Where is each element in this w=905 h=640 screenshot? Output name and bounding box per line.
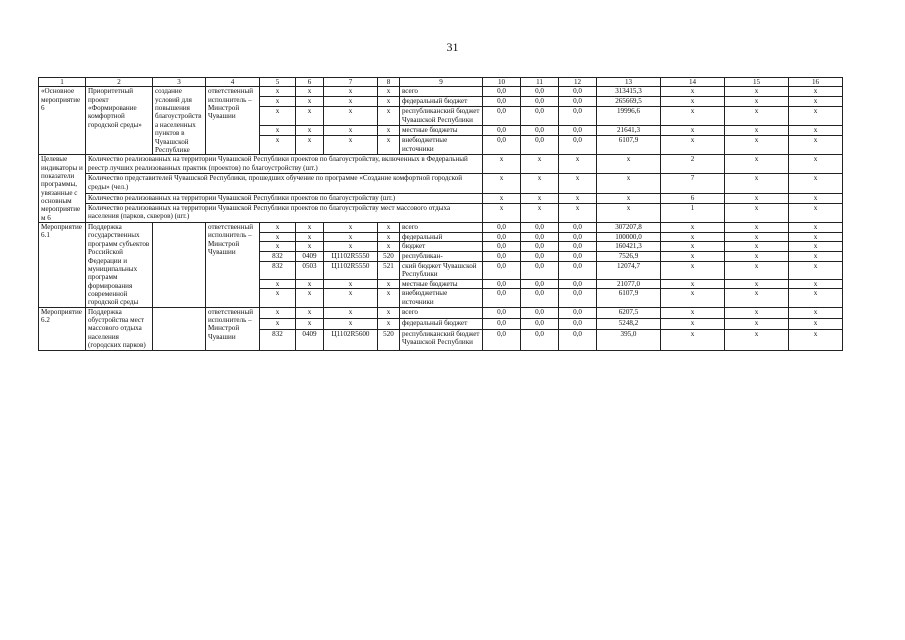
amount-cell: x	[789, 136, 843, 155]
indicator-text-cell: Количество реализованных на территории Чувашской Республики проектов по благоустройству, включенных в Федеральный реестр лучших реализованных практик (проектов) по благоустройству (шт.)	[86, 155, 483, 174]
amount-cell: x	[789, 107, 843, 126]
budget-code-cell: Ц1102R5550	[324, 261, 378, 279]
amount-cell: 0,0	[521, 261, 559, 279]
budget-code-cell: 0409	[296, 329, 324, 350]
amount-cell: x	[661, 232, 725, 242]
amount-cell: 0,0	[521, 318, 559, 329]
budget-code-cell: x	[260, 107, 296, 126]
column-header: 1	[39, 78, 86, 87]
budget-code-cell: x	[324, 232, 378, 242]
budget-code-cell: x	[296, 318, 324, 329]
budget-code-cell: x	[378, 107, 400, 126]
amount-cell: 100000,0	[597, 232, 661, 242]
indicator-value-cell: x	[725, 155, 789, 174]
amount-cell: x	[661, 289, 725, 307]
amount-cell: 0,0	[483, 97, 521, 107]
indicator-value-cell: x	[725, 203, 789, 222]
block-c1-cell: «Основное мероприятие 6	[39, 87, 86, 155]
column-header: 9	[400, 78, 483, 87]
amount-cell: 0,0	[559, 97, 597, 107]
budget-code-cell: 832	[260, 261, 296, 279]
amount-cell: 0,0	[521, 242, 559, 252]
amount-cell: x	[725, 223, 789, 233]
indicator-value-cell: 2	[661, 155, 725, 174]
column-header: 3	[153, 78, 206, 87]
indicator-row	[39, 193, 843, 203]
amount-cell: 0,0	[559, 223, 597, 233]
funding-source-cell: местные бюджеты	[400, 126, 483, 136]
block-c3-cell: создание условий для повышения благоустройства населенных пунктов в Чувашской Республике	[153, 87, 206, 155]
budget-code-cell: x	[324, 126, 378, 136]
amount-cell: x	[661, 242, 725, 252]
amount-cell: 0,0	[521, 279, 559, 289]
budget-code-cell: x	[378, 136, 400, 155]
amount-cell: 395,0	[597, 329, 661, 350]
budget-code-cell: x	[378, 279, 400, 289]
amount-cell: 0,0	[521, 136, 559, 155]
amount-cell: x	[725, 261, 789, 279]
amount-cell: 0,0	[483, 107, 521, 126]
budget-code-cell: x	[378, 223, 400, 233]
budget-code-cell: 0503	[296, 261, 324, 279]
budget-code-cell: x	[378, 289, 400, 307]
amount-cell: 0,0	[521, 289, 559, 307]
indicator-value-cell: 6	[661, 193, 725, 203]
amount-cell: 0,0	[483, 232, 521, 242]
budget-code-cell: Ц1102R5600	[324, 329, 378, 350]
funding-source-cell: всего	[400, 307, 483, 318]
amount-cell: 0,0	[483, 318, 521, 329]
block-c2-cell: Поддержка государственных программ субъектов Российской Федерации и муниципальных программ формирования современной городской среды	[86, 223, 153, 308]
funding-source-cell: всего	[400, 223, 483, 233]
amount-cell: x	[789, 87, 843, 97]
amount-cell: x	[661, 87, 725, 97]
budget-code-cell: x	[260, 307, 296, 318]
indicator-text-cell: Количество реализованных на территории Чувашской Республики проектов по благоустройству (шт.)	[86, 193, 483, 203]
amount-cell: x	[661, 307, 725, 318]
budget-code-cell: x	[296, 87, 324, 97]
amount-cell: 0,0	[483, 329, 521, 350]
amount-cell: x	[725, 307, 789, 318]
block-c3-cell	[153, 223, 206, 308]
budget-code-cell: 520	[378, 329, 400, 350]
funding-source-cell: федеральный бюджет	[400, 318, 483, 329]
budget-code-cell: x	[260, 87, 296, 97]
budget-code-cell: Ц1102R5550	[324, 251, 378, 261]
indicator-text-cell: Количество реализованных на территории Чувашской Республики проектов по благоустройству мест массового отдыха населения (парков, скверов) (шт.)	[86, 203, 483, 222]
amount-cell: x	[725, 242, 789, 252]
amount-cell: x	[661, 223, 725, 233]
amount-cell: 21077,0	[597, 279, 661, 289]
amount-cell: 0,0	[559, 136, 597, 155]
amount-cell: x	[789, 261, 843, 279]
table-row	[39, 223, 843, 233]
indicator-value-cell: x	[597, 174, 661, 193]
budget-code-cell: x	[260, 136, 296, 155]
amount-cell: 0,0	[559, 318, 597, 329]
column-header: 12	[559, 78, 597, 87]
amount-cell: 7526,9	[597, 251, 661, 261]
amount-cell: 0,0	[559, 329, 597, 350]
page-number: 31	[446, 40, 459, 54]
amount-cell: x	[789, 318, 843, 329]
budget-code-cell: x	[324, 97, 378, 107]
budget-code-cell: x	[296, 107, 324, 126]
column-header: 10	[483, 78, 521, 87]
funding-source-cell: внебюджетные источники	[400, 136, 483, 155]
indicator-value-cell: x	[789, 193, 843, 203]
budget-code-cell: x	[260, 318, 296, 329]
indicator-text-cell: Количество представителей Чувашской Республики, прошедших обучение по программе «Создание комфортной городской среды» (чел.)	[86, 174, 483, 193]
indicator-value-cell: x	[559, 155, 597, 174]
amount-cell: x	[661, 318, 725, 329]
indicator-value-cell: 7	[661, 174, 725, 193]
amount-cell: 0,0	[483, 136, 521, 155]
budget-code-cell: x	[378, 87, 400, 97]
budget-code-cell: x	[296, 223, 324, 233]
amount-cell: x	[789, 126, 843, 136]
indicator-value-cell: x	[521, 203, 559, 222]
funding-source-cell: внебюджетные источники	[400, 289, 483, 307]
amount-cell: 160421,3	[597, 242, 661, 252]
column-header: 4	[206, 78, 260, 87]
amount-cell: x	[725, 97, 789, 107]
budget-code-cell: x	[260, 126, 296, 136]
amount-cell: x	[789, 242, 843, 252]
budget-code-cell: x	[324, 223, 378, 233]
amount-cell: 0,0	[559, 251, 597, 261]
funding-source-cell: бюджет	[400, 242, 483, 252]
indicator-value-cell: x	[559, 203, 597, 222]
budget-code-cell: x	[260, 223, 296, 233]
amount-cell: 12074,7	[597, 261, 661, 279]
block-c4-cell: ответственный исполнитель – Минстрой Чувашии	[206, 87, 260, 155]
budget-code-cell: x	[324, 307, 378, 318]
budget-code-cell: x	[378, 126, 400, 136]
indicator-value-cell: x	[789, 174, 843, 193]
amount-cell: x	[725, 107, 789, 126]
budget-code-cell: x	[324, 136, 378, 155]
column-header: 11	[521, 78, 559, 87]
amount-cell: 0,0	[483, 289, 521, 307]
funding-source-cell: всего	[400, 87, 483, 97]
amount-cell: 21641,3	[597, 126, 661, 136]
budget-code-cell: x	[260, 279, 296, 289]
amount-cell: 307207,8	[597, 223, 661, 233]
table-row	[39, 87, 843, 97]
column-header: 14	[661, 78, 725, 87]
amount-cell: 5248,2	[597, 318, 661, 329]
amount-cell: 6107,9	[597, 136, 661, 155]
amount-cell: 313415,3	[597, 87, 661, 97]
amount-cell: 0,0	[521, 87, 559, 97]
amount-cell: x	[661, 107, 725, 126]
column-header: 5	[260, 78, 296, 87]
amount-cell: 0,0	[521, 97, 559, 107]
budget-code-cell: x	[296, 126, 324, 136]
amount-cell: x	[725, 251, 789, 261]
amount-cell: x	[789, 223, 843, 233]
amount-cell: 0,0	[559, 307, 597, 318]
header-row	[39, 78, 843, 87]
amount-cell: x	[661, 279, 725, 289]
column-header: 2	[86, 78, 153, 87]
indicator-value-cell: x	[597, 203, 661, 222]
budget-code-cell: x	[296, 307, 324, 318]
budget-code-cell: x	[324, 242, 378, 252]
amount-cell: 6107,9	[597, 289, 661, 307]
indicator-value-cell: x	[559, 193, 597, 203]
budget-code-cell: x	[260, 242, 296, 252]
budget-code-cell: x	[378, 307, 400, 318]
amount-cell: 0,0	[559, 261, 597, 279]
budget-code-cell: x	[296, 279, 324, 289]
budget-code-cell: x	[296, 289, 324, 307]
funding-source-cell: республиканский бюджет Чувашской Республики	[400, 329, 483, 350]
amount-cell: x	[725, 126, 789, 136]
amount-cell: 0,0	[559, 289, 597, 307]
amount-cell: 0,0	[559, 232, 597, 242]
indicator-value-cell: x	[559, 174, 597, 193]
amount-cell: 0,0	[521, 223, 559, 233]
amount-cell: 0,0	[559, 107, 597, 126]
amount-cell: 0,0	[483, 242, 521, 252]
amount-cell: 0,0	[521, 232, 559, 242]
budget-code-cell: x	[296, 232, 324, 242]
indicator-value-cell: x	[483, 193, 521, 203]
indicator-row	[39, 155, 843, 174]
amount-cell: x	[789, 279, 843, 289]
amount-cell: x	[725, 87, 789, 97]
budget-code-cell: x	[296, 242, 324, 252]
block-c1-cell: Мероприятие 6.2	[39, 307, 86, 350]
budget-code-cell: 0409	[296, 251, 324, 261]
amount-cell: x	[661, 97, 725, 107]
indicator-value-cell: x	[725, 174, 789, 193]
amount-cell: 19996,6	[597, 107, 661, 126]
funding-source-cell: местные бюджеты	[400, 279, 483, 289]
budget-code-cell: 520	[378, 251, 400, 261]
block-c3-cell	[153, 307, 206, 350]
amount-cell: 0,0	[521, 329, 559, 350]
amount-cell: 0,0	[559, 87, 597, 97]
amount-cell: x	[661, 126, 725, 136]
amount-cell: 0,0	[483, 251, 521, 261]
amount-cell: x	[789, 289, 843, 307]
column-header: 7	[324, 78, 378, 87]
indicator-row	[39, 203, 843, 222]
amount-cell: x	[725, 329, 789, 350]
funding-source-cell: федеральный	[400, 232, 483, 242]
amount-cell: x	[789, 97, 843, 107]
amount-cell: 0,0	[521, 307, 559, 318]
budget-code-cell: 832	[260, 251, 296, 261]
amount-cell: 0,0	[483, 126, 521, 136]
budget-code-cell: x	[378, 232, 400, 242]
amount-cell: x	[725, 289, 789, 307]
indicator-value-cell: 1	[661, 203, 725, 222]
budget-code-cell: x	[296, 136, 324, 155]
amount-cell: x	[725, 136, 789, 155]
amount-cell: x	[661, 329, 725, 350]
budget-code-cell: x	[378, 318, 400, 329]
budget-code-cell: x	[378, 242, 400, 252]
funding-source-cell: ский бюджет Чувашской Республики	[400, 261, 483, 279]
table-row	[39, 307, 843, 318]
funding-source-cell: республикан-	[400, 251, 483, 261]
column-header: 8	[378, 78, 400, 87]
amount-cell: 0,0	[521, 126, 559, 136]
budget-code-cell: x	[324, 107, 378, 126]
amount-cell: x	[725, 279, 789, 289]
budget-code-cell: x	[260, 97, 296, 107]
funding-source-cell: республиканский бюджет Чувашской Республики	[400, 107, 483, 126]
funding-source-cell: федеральный бюджет	[400, 97, 483, 107]
budget-code-cell: x	[260, 289, 296, 307]
amount-cell: 265669,5	[597, 97, 661, 107]
amount-cell: 0,0	[559, 279, 597, 289]
indicator-value-cell: x	[789, 203, 843, 222]
amount-cell: x	[661, 261, 725, 279]
block-c2-cell: Поддержка обустройства мест массового отдыха населения (городских парков)	[86, 307, 153, 350]
amount-cell: 0,0	[521, 251, 559, 261]
program-table	[38, 77, 843, 351]
amount-cell: x	[725, 232, 789, 242]
indicator-value-cell: x	[597, 193, 661, 203]
amount-cell: 0,0	[483, 261, 521, 279]
indicator-value-cell: x	[725, 193, 789, 203]
block-c2-cell: Приоритетный проект «Формирование комфортной городской среды»	[86, 87, 153, 155]
indicator-value-cell: x	[597, 155, 661, 174]
column-header: 6	[296, 78, 324, 87]
amount-cell: 0,0	[483, 87, 521, 97]
block-c4-cell: ответственный исполнитель – Минстрой Чувашии	[206, 223, 260, 308]
amount-cell: x	[661, 251, 725, 261]
budget-code-cell: x	[378, 97, 400, 107]
budget-code-cell: x	[260, 232, 296, 242]
amount-cell: 0,0	[483, 307, 521, 318]
amount-cell: x	[789, 251, 843, 261]
column-header: 13	[597, 78, 661, 87]
amount-cell: x	[789, 232, 843, 242]
budget-code-cell: x	[296, 97, 324, 107]
budget-code-cell: 832	[260, 329, 296, 350]
amount-cell: 0,0	[559, 126, 597, 136]
amount-cell: x	[789, 329, 843, 350]
indicators-label-cell: Целевые индикаторы и показатели программы, увязанные с основным мероприятием 6	[39, 155, 86, 223]
amount-cell: 0,0	[521, 107, 559, 126]
indicator-row	[39, 174, 843, 193]
amount-cell: x	[789, 307, 843, 318]
indicator-value-cell: x	[789, 155, 843, 174]
amount-cell: x	[725, 318, 789, 329]
amount-cell: 0,0	[483, 223, 521, 233]
column-header: 16	[789, 78, 843, 87]
indicator-value-cell: x	[521, 174, 559, 193]
amount-cell: 6207,5	[597, 307, 661, 318]
column-header: 15	[725, 78, 789, 87]
budget-code-cell: 521	[378, 261, 400, 279]
budget-code-cell: x	[324, 318, 378, 329]
indicator-value-cell: x	[483, 203, 521, 222]
budget-code-cell: x	[324, 289, 378, 307]
indicator-value-cell: x	[483, 155, 521, 174]
indicator-value-cell: x	[521, 155, 559, 174]
block-c4-cell: ответственный исполнитель – Минстрой Чувашии	[206, 307, 260, 350]
budget-code-cell: x	[324, 279, 378, 289]
block-c1-cell: Мероприятие 6.1	[39, 223, 86, 308]
amount-cell: 0,0	[483, 279, 521, 289]
indicator-value-cell: x	[521, 193, 559, 203]
amount-cell: 0,0	[559, 242, 597, 252]
indicator-value-cell: x	[483, 174, 521, 193]
amount-cell: x	[661, 136, 725, 155]
budget-code-cell: x	[324, 87, 378, 97]
